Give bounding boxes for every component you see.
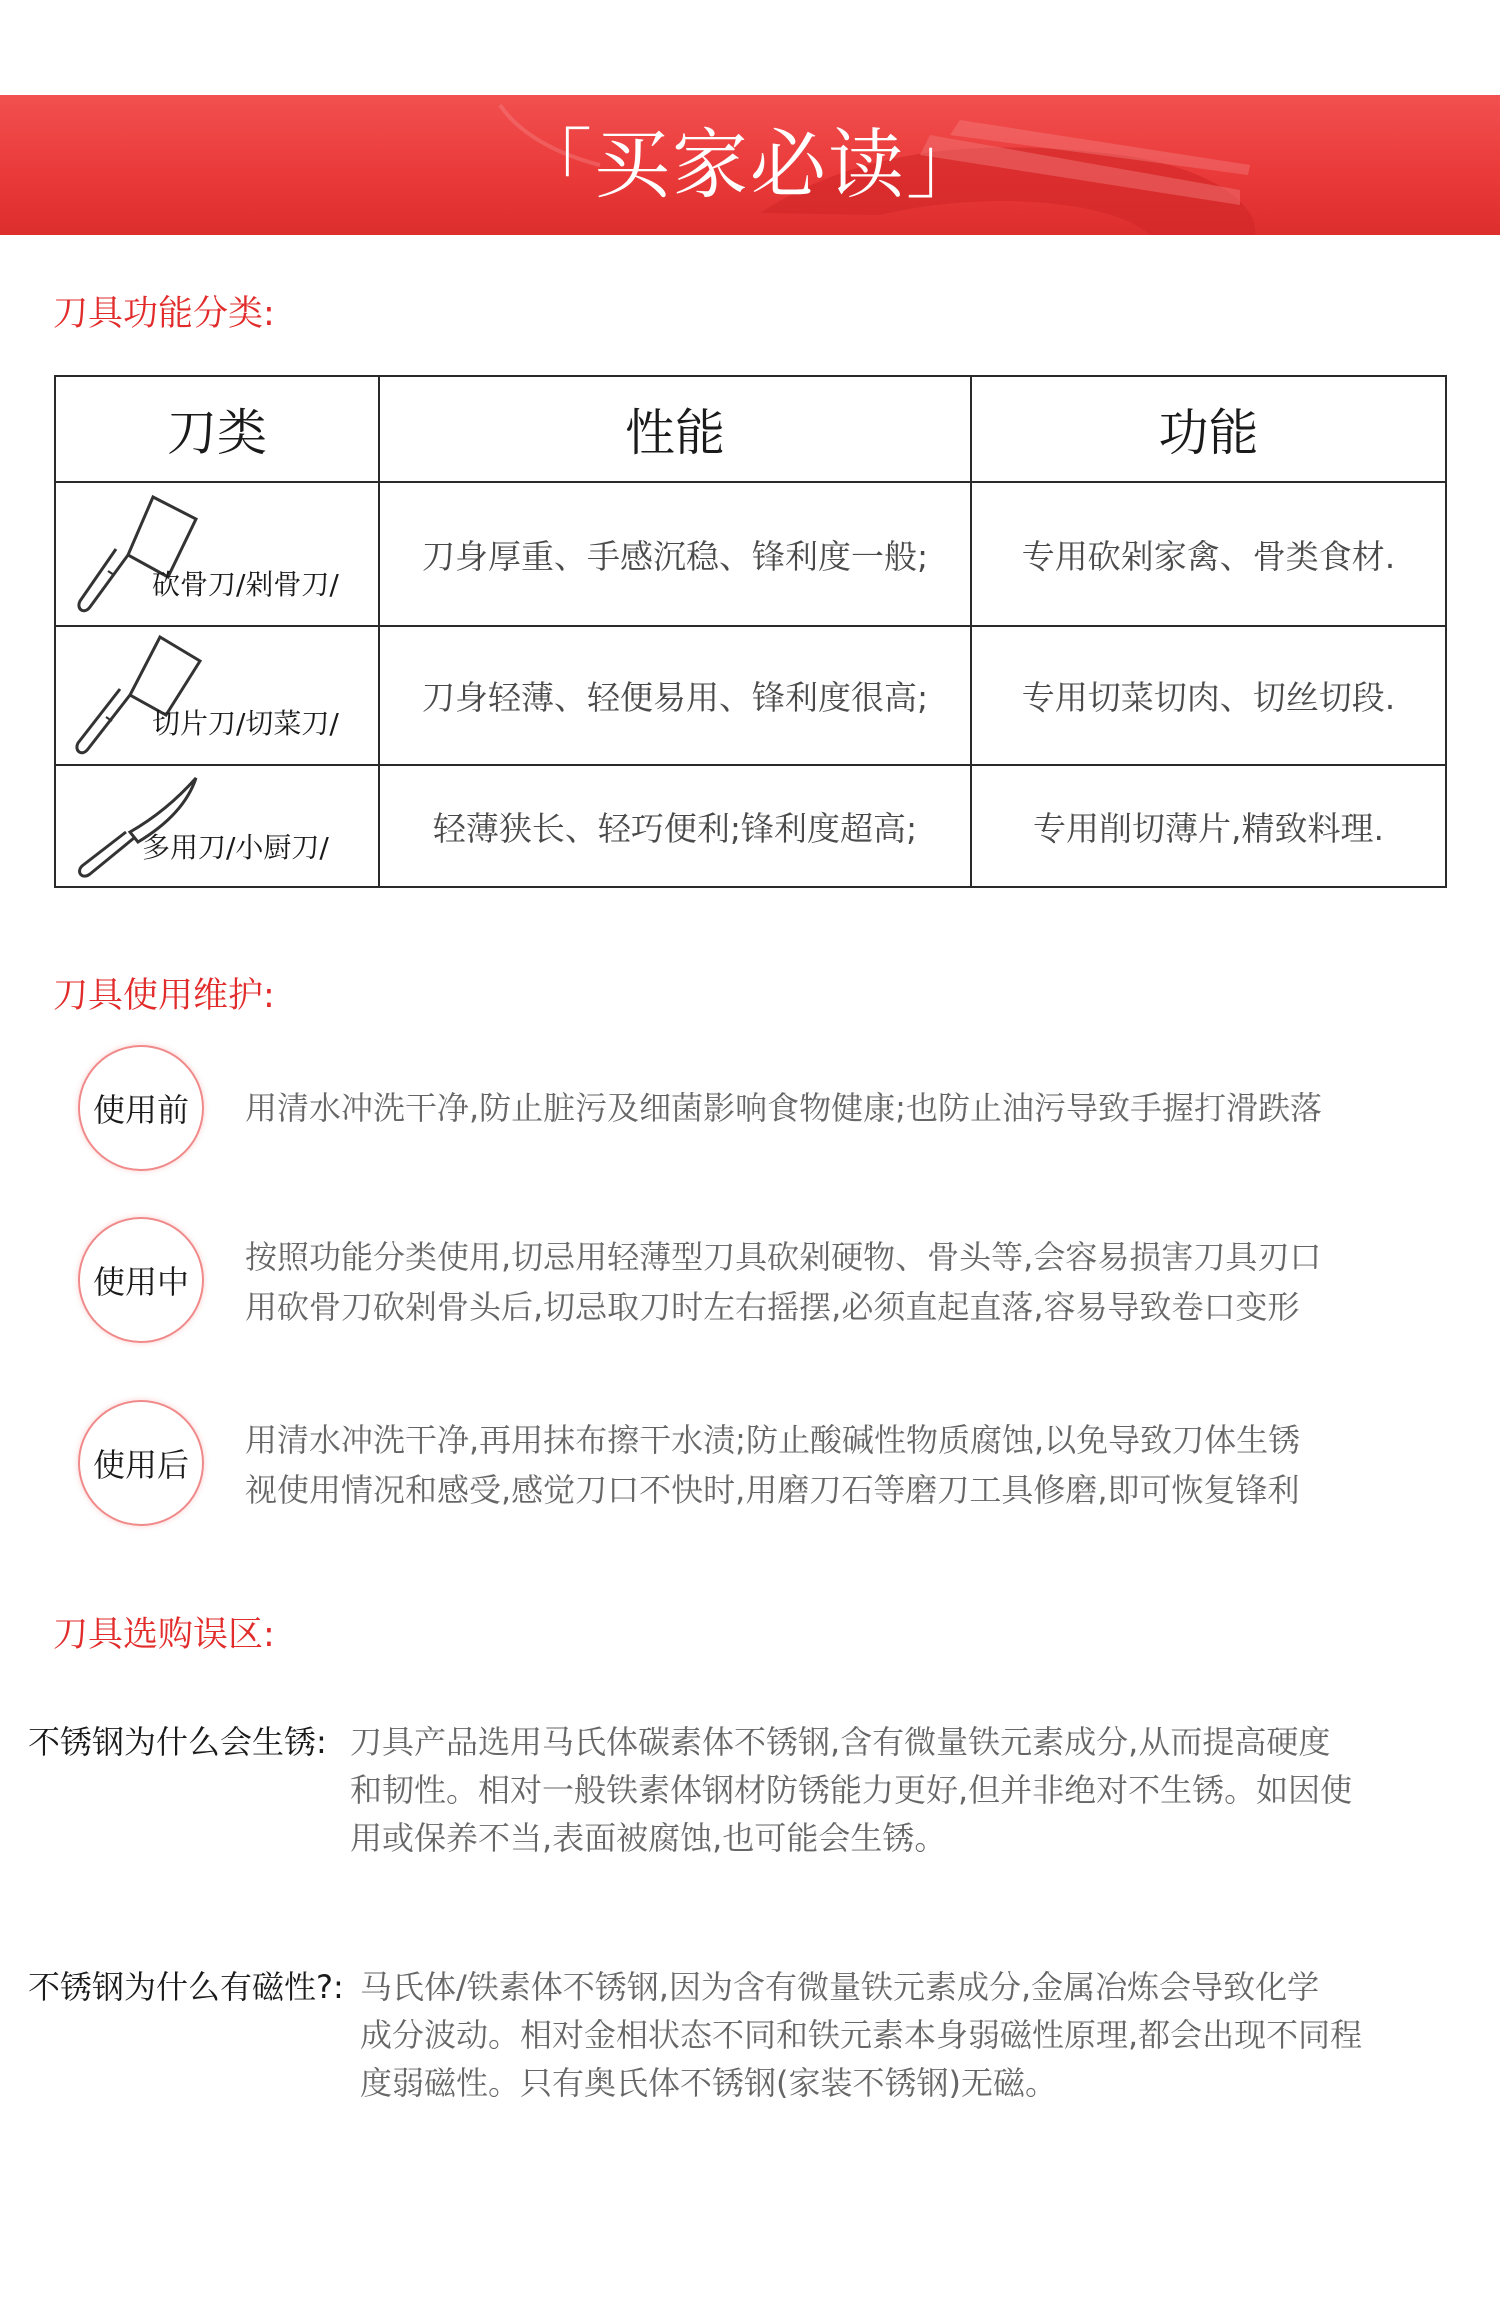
faq-answer-line: 和韧性。相对一般铁素体钢材防锈能力更好,但并非绝对不生锈。如因使 <box>350 1771 1353 1809</box>
faq-question-rust: 不锈钢为什么会生锈: <box>28 1723 327 1761</box>
faq-answer-line: 用或保养不当,表面被腐蚀,也可能会生锈。 <box>350 1819 947 1857</box>
stage-description-after <box>245 1415 1475 1515</box>
header-knife-type: 刀类 <box>55 376 379 482</box>
performance-cell: 轻薄狭长、轻巧便利;锋利度超高; <box>379 765 971 887</box>
performance-cell: 刀身厚重、手感沉稳、锋利度一般; <box>379 482 971 626</box>
performance-cell: 刀身轻薄、轻便易用、锋利度很高; <box>379 626 971 765</box>
knife-type-label: 多用刀/小厨刀/ <box>142 831 329 864</box>
table-row <box>55 626 1446 765</box>
function-cell: 专用削切薄片,精致料理. <box>971 765 1446 887</box>
function-cell: 专用切菜切肉、切丝切段. <box>971 626 1446 765</box>
header-performance: 性能 <box>379 376 971 482</box>
stage-line: 用清水冲洗干净,防止脏污及细菌影响食物健康;也防止油污导致手握打滑跌落 <box>245 1089 1322 1127</box>
faq-answer-line: 马氏体/铁素体不锈钢,因为含有微量铁元素成分,金属冶炼会导致化学 <box>360 1968 1320 2006</box>
stage-line: 用清水冲洗干净,再用抹布擦干水渍;防止酸碱性物质腐蚀,以免导致刀体生锈 <box>245 1421 1301 1459</box>
section-title-maintenance: 刀具使用维护: <box>53 976 275 1016</box>
faq-answer-rust <box>350 1718 1352 1862</box>
knife-type-cell <box>55 765 379 887</box>
faq-answer-line: 度弱磁性。只有奥氏体不锈钢(家装不锈钢)无磁。 <box>360 2064 1057 2102</box>
slicing-knife-icon <box>68 633 218 763</box>
knife-type-label: 切片刀/切菜刀/ <box>152 707 339 740</box>
knife-classification-table <box>54 375 1447 888</box>
banner-title: 「买家必读」 <box>516 120 984 209</box>
faq-answer-line: 成分波动。相对金相状态不同和铁元素本身弱磁性原理,都会出现不同程 <box>360 2016 1363 2054</box>
function-cell: 专用砍剁家禽、骨类食材. <box>971 482 1446 626</box>
knife-type-cell <box>55 482 379 626</box>
section-title-myths: 刀具选购误区: <box>53 1615 275 1655</box>
section-title-classification: 刀具功能分类: <box>53 294 275 334</box>
faq-question-magnetism: 不锈钢为什么有磁性?: <box>28 1968 344 2006</box>
faq-answer-magnetism <box>360 1963 1362 2107</box>
table-header-row <box>55 376 1446 482</box>
stage-line: 按照功能分类使用,切忌用轻薄型刀具砍剁硬物、骨头等,会容易损害刀具刃口 <box>245 1238 1322 1276</box>
stage-description-before <box>245 1083 1475 1133</box>
faq-answer-line: 刀具产品选用马氏体碳素体不锈钢,含有微量铁元素成分,从而提高硬度 <box>350 1723 1331 1761</box>
stage-badge-during: 使用中 <box>78 1217 204 1343</box>
stage-line: 视使用情况和感受,感觉刀口不快时,用磨刀石等磨刀工具修磨,即可恢复锋利 <box>245 1471 1300 1509</box>
table-row <box>55 765 1446 887</box>
stage-badge-after: 使用后 <box>78 1400 204 1526</box>
stage-line: 用砍骨刀砍剁骨头后,切忌取刀时左右摇摆,必须直起直落,容易导致卷口变形 <box>245 1288 1300 1326</box>
knife-type-label: 砍骨刀/剁骨刀/ <box>152 568 339 601</box>
header-function: 功能 <box>971 376 1446 482</box>
knife-type-cell <box>55 626 379 765</box>
stage-badge-before: 使用前 <box>78 1045 204 1171</box>
table-row <box>55 482 1446 626</box>
stage-description-during <box>245 1232 1475 1332</box>
header-banner <box>0 95 1500 235</box>
